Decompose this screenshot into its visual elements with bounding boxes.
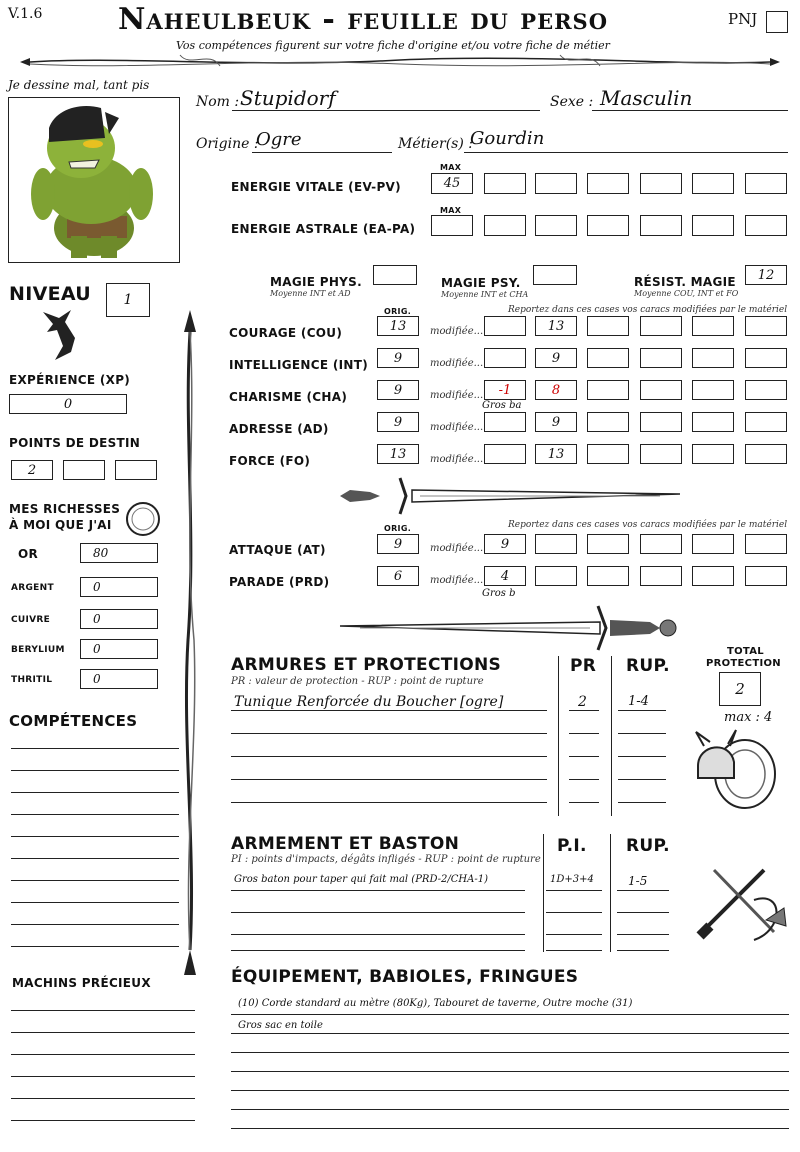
stat-label: ADRESSE (AD) bbox=[229, 422, 329, 436]
magie-psy-sub: Moyenne INT et CHA bbox=[441, 290, 529, 299]
stat-mod2-box[interactable]: 13 bbox=[535, 444, 577, 464]
armement-rup-label: RUP. bbox=[626, 836, 670, 856]
stat-extra-box[interactable] bbox=[640, 348, 682, 368]
stat-label: COURAGE (COU) bbox=[229, 326, 343, 340]
stat-mod-note: Gros ba bbox=[482, 400, 522, 411]
resist-magie-label: RÉSIST. MAGIE bbox=[634, 275, 736, 289]
combat-orig-box[interactable]: 6 bbox=[377, 566, 419, 586]
stat-modified-label: modifiée... bbox=[430, 390, 484, 401]
wealth-value: 80 bbox=[93, 546, 109, 560]
stat-modified-label: modifiée... bbox=[430, 454, 484, 465]
wealth-value: 0 bbox=[93, 612, 101, 626]
richesses-label: MES RICHESSES bbox=[9, 502, 121, 516]
destin-label: POINTS DE DESTIN bbox=[9, 436, 141, 450]
stat-mod1-box[interactable] bbox=[484, 316, 526, 336]
combat-mod-note: Gros b bbox=[482, 588, 516, 599]
stat-extra-box[interactable] bbox=[692, 316, 734, 336]
stat-extra-box[interactable] bbox=[745, 412, 787, 432]
ev-max-label: MAX bbox=[440, 163, 462, 172]
portrait-caption: Je dessine mal, tant pis bbox=[8, 78, 150, 92]
equipement-title: ÉQUIPEMENT, BABIOLES, FRINGUES bbox=[231, 967, 579, 987]
combat-extra-box[interactable] bbox=[587, 566, 629, 586]
stat-modified-label: modifiée... bbox=[430, 358, 484, 369]
combat-orig-label: ORIG. bbox=[384, 524, 412, 533]
niveau-label: NIVEAU bbox=[9, 283, 92, 305]
stat-extra-box[interactable] bbox=[745, 348, 787, 368]
stats-note: Reportez dans ces cases vos caracs modifiées par le matériel bbox=[508, 305, 788, 315]
stat-extra-box[interactable] bbox=[640, 316, 682, 336]
armures-sub: PR : valeur de protection - RUP : point de rupture bbox=[231, 676, 484, 687]
stat-modified-label: modifiée... bbox=[430, 326, 484, 337]
niveau-box[interactable]: 1 bbox=[106, 283, 150, 317]
combat-modified-label: modifiée... bbox=[430, 543, 484, 554]
stat-mod1-box[interactable]: -1 bbox=[484, 380, 526, 400]
combat-note: Reportez dans ces cases vos caracs modifiées par le matériel bbox=[508, 520, 788, 530]
stat-extra-box[interactable] bbox=[692, 380, 734, 400]
stat-extra-box[interactable] bbox=[692, 444, 734, 464]
crossed-weapons-icon bbox=[694, 860, 794, 946]
total-protection-box[interactable]: 2 bbox=[719, 672, 761, 706]
wealth-label: BERYLIUM bbox=[11, 645, 65, 655]
combat-extra-box[interactable] bbox=[535, 566, 577, 586]
weapon-name[interactable]: Gros baton pour taper qui fait mal (PRD-2/CHA-1) bbox=[234, 874, 489, 885]
armor-rup[interactable]: 1-4 bbox=[628, 694, 649, 709]
combat-extra-box[interactable] bbox=[640, 534, 682, 554]
richesses-label-2: À MOI QUE J'AI bbox=[9, 518, 112, 532]
dragon-icon bbox=[35, 302, 80, 362]
combat-modified-label: modifiée... bbox=[430, 575, 484, 586]
wealth-label: ARGENT bbox=[11, 583, 54, 593]
xp-box[interactable]: 0 bbox=[9, 394, 127, 414]
stat-mod2-box[interactable]: 9 bbox=[535, 412, 577, 432]
stat-label: CHARISME (CHA) bbox=[229, 390, 348, 404]
wealth-value: 0 bbox=[93, 672, 101, 686]
armement-sub: PI : points d'impacts, dégâts infligés - RUP : point de rupture bbox=[231, 854, 541, 865]
metier-value[interactable]: Gourdin bbox=[470, 128, 545, 149]
armures-rup-label: RUP. bbox=[626, 656, 670, 676]
version-label: V.1.6 bbox=[8, 6, 43, 22]
wealth-label: OR bbox=[18, 547, 39, 561]
stat-orig-box[interactable]: 13 bbox=[377, 316, 419, 336]
stat-extra-box[interactable] bbox=[745, 316, 787, 336]
stat-orig-box[interactable]: 9 bbox=[377, 348, 419, 368]
origine-label: Origine : bbox=[196, 136, 259, 152]
stat-extra-box[interactable] bbox=[587, 412, 629, 432]
armures-title: ARMURES ET PROTECTIONS bbox=[231, 655, 502, 675]
stat-extra-box[interactable] bbox=[745, 444, 787, 464]
stat-orig-box[interactable]: 9 bbox=[377, 412, 419, 432]
combat-mod1-box[interactable]: 9 bbox=[484, 534, 526, 554]
combat-extra-box[interactable] bbox=[587, 534, 629, 554]
stat-extra-box[interactable] bbox=[587, 316, 629, 336]
stat-extra-box[interactable] bbox=[587, 348, 629, 368]
weapon-rup[interactable]: 1-5 bbox=[628, 874, 648, 888]
destin-box[interactable] bbox=[63, 460, 105, 480]
wealth-box[interactable] bbox=[80, 543, 158, 563]
stat-orig-box[interactable]: 13 bbox=[377, 444, 419, 464]
wealth-value: 0 bbox=[93, 580, 101, 594]
stat-extra-box[interactable] bbox=[640, 444, 682, 464]
armor-pr[interactable]: 2 bbox=[578, 694, 587, 710]
combat-label: ATTAQUE (AT) bbox=[229, 543, 326, 557]
ea-label: ENERGIE ASTRALE (EA-PA) bbox=[231, 222, 416, 236]
stat-label: FORCE (FO) bbox=[229, 454, 311, 468]
stat-extra-box[interactable] bbox=[692, 412, 734, 432]
stat-label: INTELLIGENCE (INT) bbox=[229, 358, 368, 372]
stat-extra-box[interactable] bbox=[640, 380, 682, 400]
xp-label: EXPÉRIENCE (XP) bbox=[9, 373, 131, 387]
combat-orig-box[interactable]: 9 bbox=[377, 534, 419, 554]
wealth-value: 0 bbox=[93, 642, 101, 656]
wealth-label: CUIVRE bbox=[11, 615, 51, 625]
ev-max-box[interactable]: 45 bbox=[431, 173, 473, 194]
magie-phys-label: MAGIE PHYS. bbox=[270, 275, 362, 289]
armures-pr-label: PR bbox=[570, 656, 597, 676]
stat-extra-box[interactable] bbox=[640, 412, 682, 432]
armor-name[interactable]: Tunique Renforcée du Boucher [ogre] bbox=[234, 694, 504, 710]
shield-helmet-icon bbox=[690, 726, 790, 812]
sexe-label: Sexe : bbox=[550, 94, 594, 110]
page-subtitle: Vos compétences figurent sur votre fiche d'origine et/ou votre fiche de métier bbox=[176, 39, 610, 52]
armement-pi-label: P.I. bbox=[557, 836, 587, 856]
magie-phys-sub: Moyenne INT et AD bbox=[270, 289, 351, 298]
wealth-label: THRITIL bbox=[11, 675, 53, 685]
equipment-line[interactable]: (10) Corde standard au mètre (80Kg), Tabouret de taverne, Outre moche (31) bbox=[238, 998, 633, 1009]
total-protection-label-2: PROTECTION bbox=[706, 658, 781, 669]
equipment-line[interactable]: Gros sac en toile bbox=[238, 1020, 323, 1031]
combat-extra-box[interactable] bbox=[745, 534, 787, 554]
wealth-box[interactable] bbox=[80, 609, 158, 629]
pnj-label: PNJ bbox=[728, 10, 758, 28]
stat-extra-box[interactable] bbox=[587, 380, 629, 400]
combat-label: PARADE (PRD) bbox=[229, 575, 330, 589]
total-protection-max: max : 4 bbox=[724, 710, 773, 725]
metier-label: Métier(s) : bbox=[398, 136, 473, 152]
resist-magie-sub: Moyenne COU, INT et FO bbox=[634, 289, 739, 298]
combat-mod1-box[interactable]: 4 bbox=[484, 566, 526, 586]
stat-orig-box[interactable]: 9 bbox=[377, 380, 419, 400]
ea-max-label: MAX bbox=[440, 206, 462, 215]
wealth-box[interactable] bbox=[80, 577, 158, 597]
destin-box[interactable] bbox=[115, 460, 157, 480]
machins-precieux-label: MACHINS PRÉCIEUX bbox=[12, 976, 151, 990]
combat-extra-box[interactable] bbox=[535, 534, 577, 554]
stat-mod2-box[interactable]: 13 bbox=[535, 316, 577, 336]
nom-label: Nom : bbox=[196, 94, 240, 110]
stat-mod1-box[interactable] bbox=[484, 412, 526, 432]
combat-extra-box[interactable] bbox=[640, 566, 682, 586]
spear-ornament bbox=[180, 310, 200, 980]
nom-value[interactable]: Stupidorf bbox=[240, 86, 336, 110]
weapon-pi[interactable]: 1D+3+4 bbox=[550, 874, 594, 885]
stat-extra-box[interactable] bbox=[745, 380, 787, 400]
stat-extra-box[interactable] bbox=[587, 444, 629, 464]
combat-extra-box[interactable] bbox=[692, 534, 734, 554]
resist-magie-box[interactable]: 12 bbox=[745, 265, 787, 285]
wealth-box[interactable] bbox=[80, 669, 158, 689]
combat-extra-box[interactable] bbox=[745, 566, 787, 586]
stats-orig-label: ORIG. bbox=[384, 307, 412, 316]
stat-modified-label: modifiée... bbox=[430, 422, 484, 433]
stat-extra-box[interactable] bbox=[692, 348, 734, 368]
total-protection-label: TOTAL bbox=[727, 646, 764, 657]
coin-icon bbox=[124, 500, 164, 540]
combat-extra-box[interactable] bbox=[692, 566, 734, 586]
page-title: Naheulbeuk - feuille du perso bbox=[118, 2, 609, 37]
wealth-box[interactable] bbox=[80, 639, 158, 659]
sexe-value[interactable]: Masculin bbox=[600, 86, 693, 110]
origine-value[interactable]: Ogre bbox=[256, 129, 302, 150]
armement-title: ARMEMENT ET BASTON bbox=[231, 834, 460, 854]
ev-label: ENERGIE VITALE (EV-PV) bbox=[231, 180, 401, 194]
magie-psy-label: MAGIE PSY. bbox=[441, 276, 521, 290]
stat-mod2-box[interactable]: 8 bbox=[535, 380, 577, 400]
competences-label: COMPÉTENCES bbox=[9, 712, 138, 730]
stat-mod2-box[interactable]: 9 bbox=[535, 348, 577, 368]
stat-mod1-box[interactable] bbox=[484, 444, 526, 464]
destin-box[interactable]: 2 bbox=[11, 460, 53, 480]
stat-mod1-box[interactable] bbox=[484, 348, 526, 368]
